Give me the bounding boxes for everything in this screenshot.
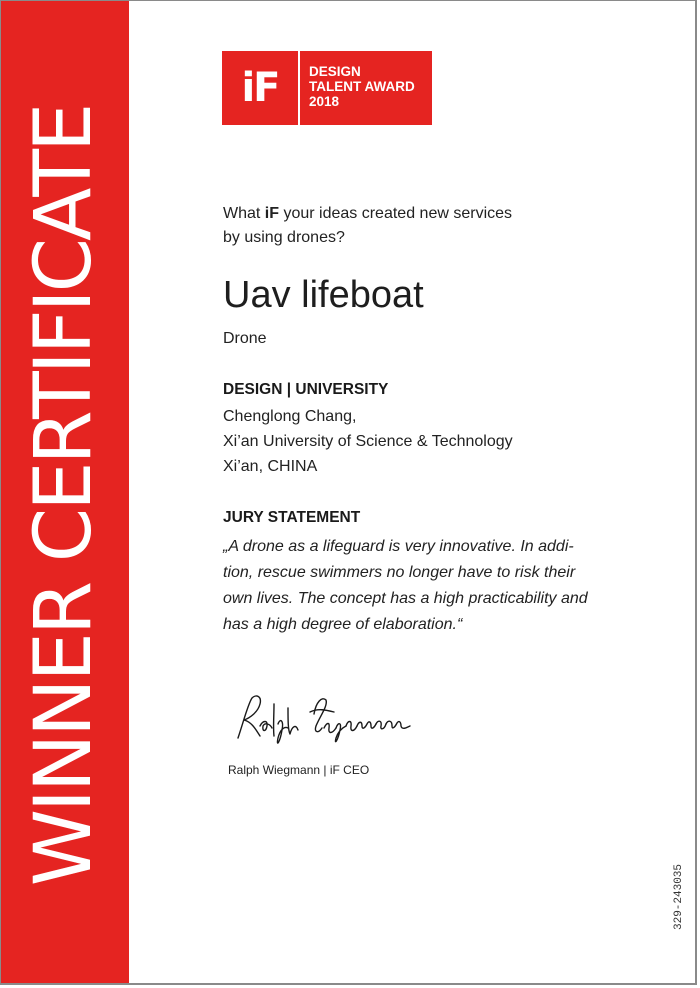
certificate-number: 329-243035: [673, 863, 685, 931]
design-university-heading: DESIGN | UNIVERSITY: [223, 381, 389, 398]
jury-line: own lives. The concept has a high practicability and: [223, 590, 588, 607]
question-line-2: by using drones?: [223, 229, 345, 246]
question-if-bold: iF: [264, 205, 280, 222]
if-design-talent-award-logo: [222, 51, 432, 125]
university-name: Xi’an University of Science & Technology: [223, 433, 513, 450]
jury-statement-heading: JURY STATEMENT: [223, 509, 361, 526]
location: Xi’an, CHINA: [223, 458, 318, 475]
designer-info: [223, 404, 513, 479]
winner-certificate-title: WINNER CERTIFICATE: [19, 105, 109, 887]
jury-statement-text: [223, 534, 623, 638]
award-line-design: DESIGN: [309, 64, 361, 79]
award-line-talent-award: TALENT AWARD: [309, 79, 415, 94]
signer-name-title: Ralph Wiegmann | iF CEO: [228, 763, 370, 777]
question-line-1: [223, 202, 512, 226]
challenge-question: [223, 202, 512, 250]
question-suffix: your ideas created new services: [279, 205, 513, 222]
project-title: Uav lifeboat: [223, 274, 424, 316]
if-logo-mark: iF: [222, 51, 298, 125]
award-name-block: [300, 51, 432, 125]
project-category: Drone: [223, 330, 267, 347]
question-prefix: What: [223, 205, 265, 222]
jury-line: tion, rescue swimmers no longer have to risk their: [223, 564, 576, 581]
designer-name: Chenglong Chang,: [223, 408, 357, 425]
jury-line: „A drone as a lifeguard is very innovative. In addi-: [223, 538, 574, 555]
handwritten-signature: [230, 690, 430, 752]
jury-line: has a high degree of elaboration.“: [223, 616, 463, 633]
award-line-year: 2018: [309, 94, 340, 109]
